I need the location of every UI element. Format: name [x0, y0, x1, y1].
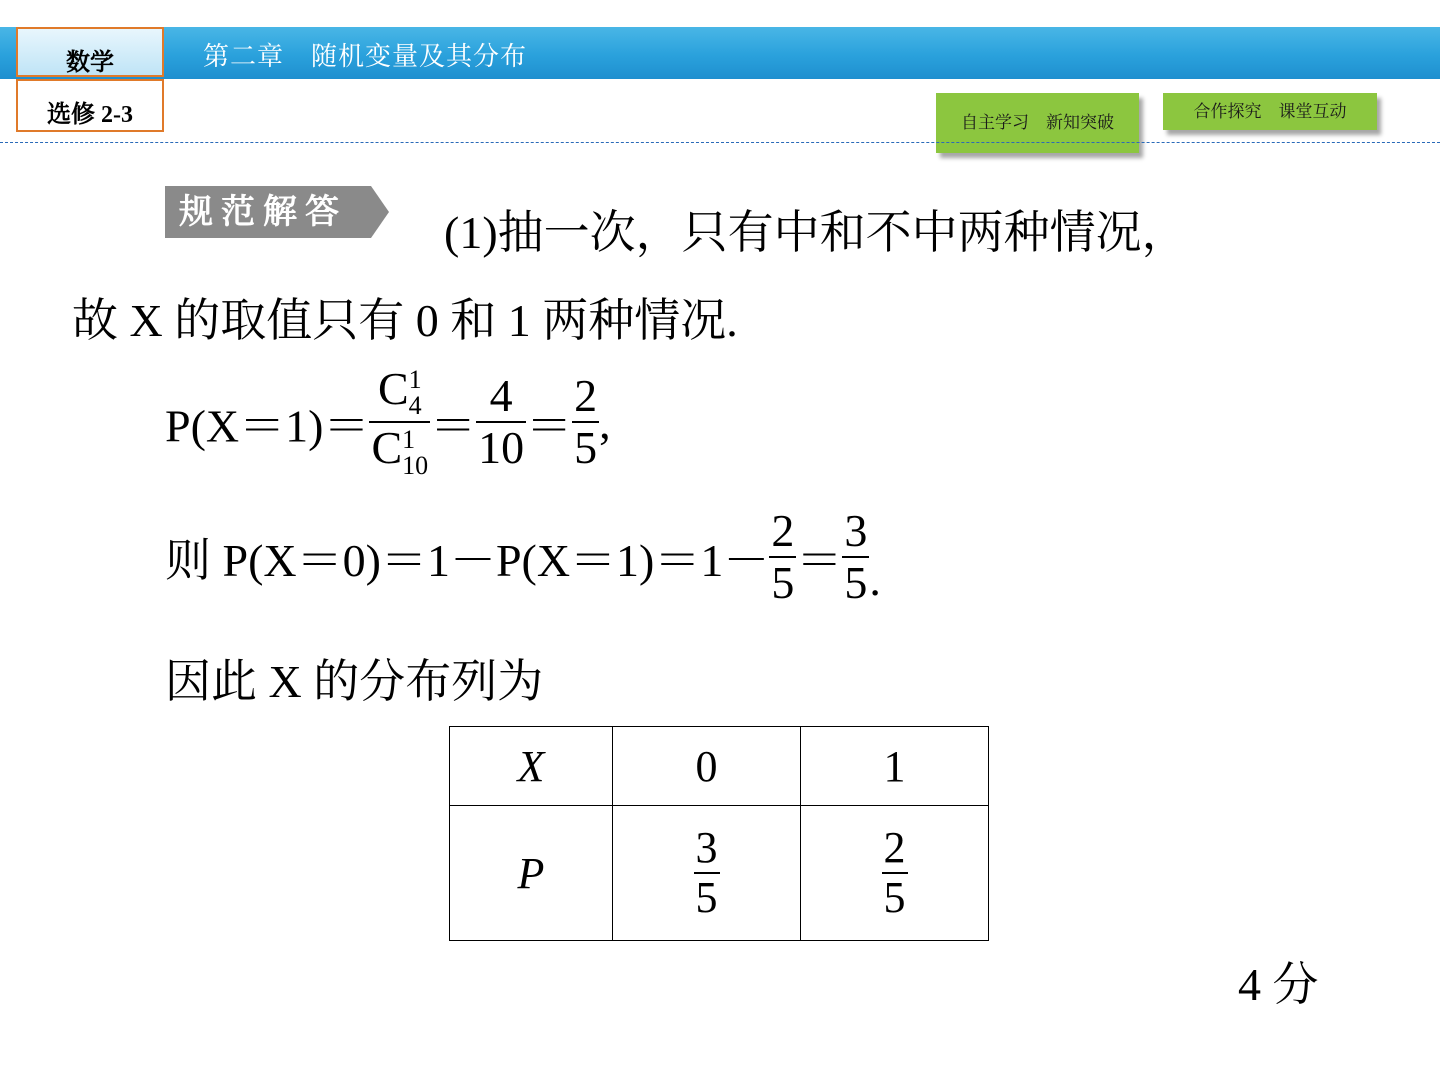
eq2-fraction-2 — [842, 505, 869, 608]
eq2-body: P(X＝0)＝1－P(X＝1)＝1－ — [222, 535, 770, 586]
nav-cooperative-button[interactable]: 合作探究 课堂互动 — [1163, 93, 1377, 130]
eq1-tail: , — [599, 396, 611, 448]
distribution-table — [449, 726, 989, 941]
c-bot-sub: 10 — [402, 450, 429, 480]
table-cell-p-label: P — [450, 806, 613, 941]
p0-num: 3 — [695, 823, 718, 872]
c-top-sub: 4 — [408, 391, 422, 421]
eq2-frac1-den: 5 — [771, 557, 795, 608]
p0-fraction — [694, 823, 720, 922]
equation-2 — [165, 505, 881, 608]
p0-den: 5 — [695, 873, 718, 922]
eq1-fraction-2 — [476, 370, 526, 474]
eq1-lhs: P(X＝1)＝ — [165, 400, 370, 452]
solution-line-1 — [444, 196, 1188, 262]
solution-line-2: 故 X 的取值只有 0 和 1 两种情况. — [72, 295, 738, 346]
equation-1 — [165, 363, 611, 480]
p1-fraction — [882, 823, 908, 922]
table-cell-x1: 1 — [801, 727, 989, 806]
solution-line-5: 因此 X 的分布列为 — [165, 656, 544, 707]
table-cell-p1 — [801, 806, 989, 941]
chapter-title: 第二章 随机变量及其分布 — [203, 42, 528, 71]
eq1-equals-2: ＝ — [526, 400, 573, 452]
c-symbol: C — [371, 422, 403, 474]
p1-num: 2 — [883, 823, 906, 872]
eq2-fraction-1 — [769, 505, 796, 608]
eq2-equals: ＝ — [796, 535, 843, 586]
c-bot-sup: 1 — [402, 424, 416, 454]
subject-label: 数学 — [16, 27, 164, 77]
score-mark: 4 分 — [1238, 959, 1319, 1010]
eq1-frac2-num: 4 — [476, 373, 526, 423]
eq2-frac2-num: 3 — [844, 505, 868, 556]
eq2-frac1-num: 2 — [771, 505, 795, 556]
header-divider — [0, 142, 1440, 143]
eq1-frac1-den — [369, 423, 430, 478]
table-row — [450, 806, 989, 941]
section-badge: 规范解答 — [165, 186, 371, 238]
eq2-frac2-den: 5 — [844, 557, 868, 608]
eq1-fraction-3 — [572, 370, 599, 474]
c-symbol: C — [377, 363, 409, 414]
eq1-frac3-num: 2 — [574, 370, 598, 422]
module-label: 选修 2-3 — [16, 79, 164, 132]
badge-arrow — [371, 186, 389, 238]
c-bot-indices — [402, 424, 429, 480]
eq1-frac2-den: 10 — [478, 422, 525, 474]
eq1-frac1-num — [369, 363, 430, 423]
c-top-sup: 1 — [408, 365, 422, 395]
eq1-equals-1: ＝ — [430, 400, 477, 452]
eq2-tail: . — [869, 554, 881, 605]
table-cell-x-label: X — [450, 727, 613, 806]
eq2-prefix: 则 — [165, 535, 211, 586]
line-1-text: 抽一次，只有中和不中两种情况， — [497, 207, 1188, 258]
eq1-frac3-den: 5 — [574, 422, 598, 474]
table-row — [450, 727, 989, 806]
p1-den: 5 — [883, 873, 906, 922]
c-top-indices — [409, 367, 422, 419]
nav-self-study-button[interactable]: 自主学习 新知突破 — [936, 93, 1139, 153]
part-number: (1) — [444, 207, 498, 258]
eq1-fraction-combination — [369, 363, 430, 480]
table-cell-p0 — [613, 806, 801, 941]
table-cell-x0: 0 — [613, 727, 801, 806]
